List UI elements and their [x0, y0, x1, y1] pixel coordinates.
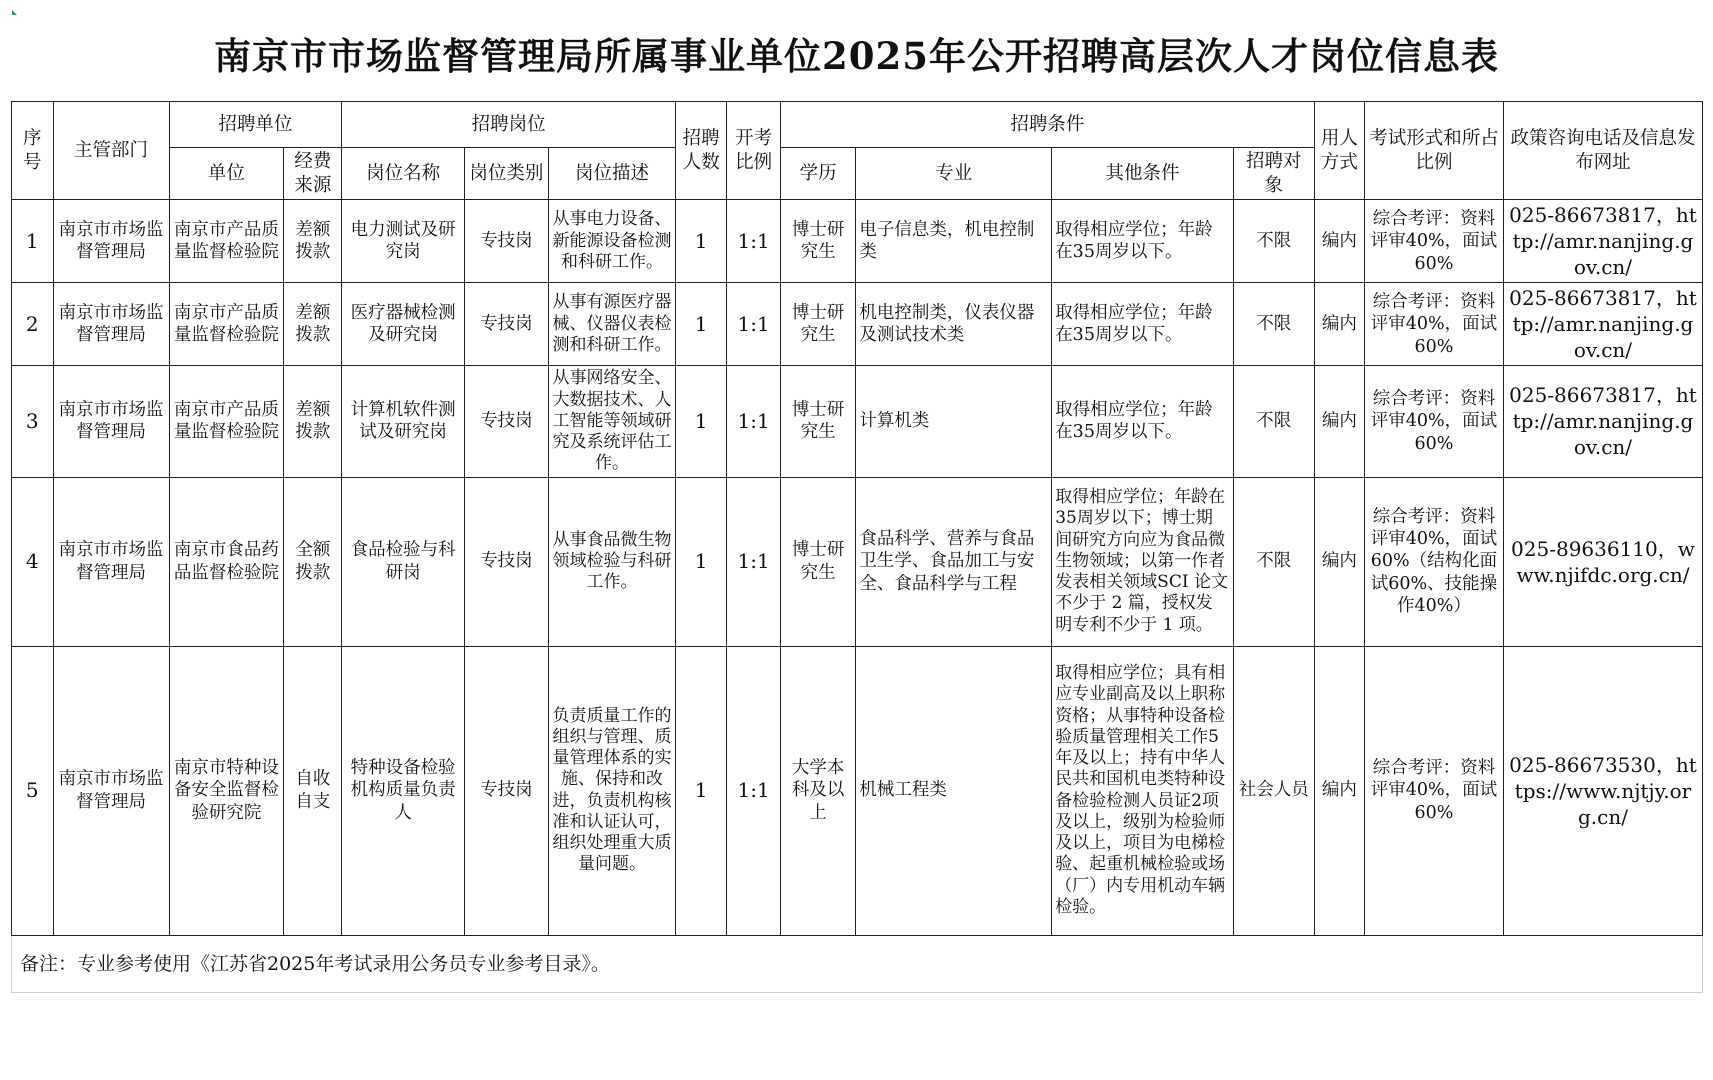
- header-count: 招聘人数: [675, 102, 726, 200]
- header-funding: 经费来源: [284, 148, 342, 200]
- cell-other: 取得相应学位；年龄在35周岁以下。: [1052, 200, 1234, 283]
- cell-hire: 编内: [1314, 283, 1364, 366]
- cell-other: 取得相应学位；年龄在35周岁以下。: [1052, 366, 1234, 477]
- cell-funding: 全额拨款: [284, 477, 342, 646]
- cell-post-desc: 从事有源医疗器械、仪器仪表检测和科研工作。: [549, 283, 676, 366]
- cell-target: 不限: [1233, 366, 1314, 477]
- recruitment-table: [11, 101, 1703, 993]
- cell-ratio: 1:1: [727, 477, 781, 646]
- cell-edu: 大学本科及以上: [780, 646, 855, 935]
- cell-post-name: 电力测试及研究岗: [342, 200, 465, 283]
- cell-ratio: 1:1: [727, 646, 781, 935]
- cell-dept: 南京市市场监督管理局: [53, 646, 169, 935]
- cell-count: 1: [675, 477, 726, 646]
- cell-dept: 南京市市场监督管理局: [53, 366, 169, 477]
- cell-contact: 025-89636110，www.njifdc.org.cn/: [1503, 477, 1702, 646]
- cell-hire: 编内: [1314, 200, 1364, 283]
- cell-dept: 南京市市场监督管理局: [53, 200, 169, 283]
- cell-unit: 南京市特种设备安全监督检验研究院: [169, 646, 284, 935]
- cell-post-type: 专技岗: [464, 646, 548, 935]
- cell-post-type: 专技岗: [464, 200, 548, 283]
- cell-hire: 编内: [1314, 646, 1364, 935]
- table-row: [12, 366, 1703, 477]
- cell-contact: 025-86673530，https://www.njtjy.org.cn/: [1503, 646, 1702, 935]
- cell-edu: 博士研究生: [780, 283, 855, 366]
- header-unit-group: 招聘单位: [169, 102, 342, 148]
- table-note: 备注：专业参考使用《江苏省2025年考试录用公务员专业参考目录》。: [12, 935, 1703, 992]
- cell-ratio: 1:1: [727, 366, 781, 477]
- header-exam: 考试形式和所占比例: [1365, 102, 1504, 200]
- header-target: 招聘对象: [1233, 148, 1314, 200]
- table-row: [12, 477, 1703, 646]
- cell-dept: 南京市市场监督管理局: [53, 477, 169, 646]
- cell-post-type: 专技岗: [464, 477, 548, 646]
- cell-seq: 4: [12, 477, 54, 646]
- cell-count: 1: [675, 646, 726, 935]
- cell-major: 计算机类: [856, 366, 1052, 477]
- cell-post-type: 专技岗: [464, 366, 548, 477]
- header-seq: 序号: [12, 102, 54, 200]
- cell-ratio: 1:1: [727, 283, 781, 366]
- cell-other: 取得相应学位；年龄在35周岁以下；博士期间研究方向应为食品微生物领域；以第一作者发表相关领域SCI 论文不少于 2 篇，授权发明专利不少于 1 项。: [1052, 477, 1234, 646]
- cell-post-name: 特种设备检验机构质量负责人: [342, 646, 465, 935]
- cell-dept: 南京市市场监督管理局: [53, 283, 169, 366]
- cell-edu: 博士研究生: [780, 200, 855, 283]
- cell-major: 机电控制类，仪表仪器及测试技术类: [856, 283, 1052, 366]
- cell-major: 电子信息类，机电控制类: [856, 200, 1052, 283]
- header-cond-group: 招聘条件: [780, 102, 1314, 148]
- cell-unit: 南京市产品质量监督检验院: [169, 283, 284, 366]
- cell-count: 1: [675, 366, 726, 477]
- cell-hire: 编内: [1314, 477, 1364, 646]
- cell-post-name: 计算机软件测试及研究岗: [342, 366, 465, 477]
- cell-contact: 025-86673817，http://amr.nanjing.gov.cn/: [1503, 283, 1702, 366]
- header-hire: 用人方式: [1314, 102, 1364, 200]
- cell-major: 食品科学、营养与食品卫生学、食品加工与安全、食品科学与工程: [856, 477, 1052, 646]
- cell-unit: 南京市食品药品监督检验院: [169, 477, 284, 646]
- header-unit: 单位: [169, 148, 284, 200]
- cell-edu: 博士研究生: [780, 477, 855, 646]
- cell-count: 1: [675, 283, 726, 366]
- cell-exam: 综合考评：资料评审40%，面试60%: [1365, 366, 1504, 477]
- cell-target: 不限: [1233, 283, 1314, 366]
- header-major: 专业: [856, 148, 1052, 200]
- cell-seq: 5: [12, 646, 54, 935]
- cell-major: 机械工程类: [856, 646, 1052, 935]
- header-post-type: 岗位类别: [464, 148, 548, 200]
- cell-edu: 博士研究生: [780, 366, 855, 477]
- cell-post-name: 医疗器械检测及研究岗: [342, 283, 465, 366]
- cell-hire: 编内: [1314, 366, 1364, 477]
- table-row: [12, 646, 1703, 935]
- cell-target: 不限: [1233, 200, 1314, 283]
- corner-marker: [12, 10, 17, 15]
- cell-seq: 2: [12, 283, 54, 366]
- note-row: [12, 935, 1703, 992]
- table-row: [12, 200, 1703, 283]
- header-contact: 政策咨询电话及信息发布网址: [1503, 102, 1702, 200]
- cell-seq: 3: [12, 366, 54, 477]
- cell-post-desc: 负责质量工作的组织与管理、质量管理体系的实施、保持和改进，负责机构核准和认证认可，组织处理重大质量问题。: [549, 646, 676, 935]
- cell-ratio: 1:1: [727, 200, 781, 283]
- cell-target: 社会人员: [1233, 646, 1314, 935]
- cell-unit: 南京市产品质量监督检验院: [169, 200, 284, 283]
- cell-other: 取得相应学位；年龄在35周岁以下。: [1052, 283, 1234, 366]
- header-post-group: 招聘岗位: [342, 102, 676, 148]
- header-post-name: 岗位名称: [342, 148, 465, 200]
- cell-exam: 综合考评：资料评审40%，面试60%: [1365, 283, 1504, 366]
- cell-funding: 差额拨款: [284, 200, 342, 283]
- cell-count: 1: [675, 200, 726, 283]
- cell-contact: 025-86673817，http://amr.nanjing.gov.cn/: [1503, 366, 1702, 477]
- header-dept: 主管部门: [53, 102, 169, 200]
- page-title: 南京市市场监督管理局所属事业单位2025年公开招聘高层次人才岗位信息表: [214, 34, 1499, 78]
- cell-post-name: 食品检验与科研岗: [342, 477, 465, 646]
- cell-other: 取得相应学位；具有相应专业副高及以上职称资格；从事特种设备检验质量管理相关工作5年及以上；持有中华人民共和国机电类特种设备检验检测人员证2项及以上，级别为检验师及以上，项目为电梯检验、起重机械检验或场（厂）内专用机动车辆检验。: [1052, 646, 1234, 935]
- cell-exam: 综合考评：资料评审40%，面试60%: [1365, 646, 1504, 935]
- cell-exam: 综合考评：资料评审40%，面试60%: [1365, 200, 1504, 283]
- cell-funding: 自收自支: [284, 646, 342, 935]
- cell-seq: 1: [12, 200, 54, 283]
- cell-unit: 南京市产品质量监督检验院: [169, 366, 284, 477]
- cell-exam: 综合考评：资料评审40%，面试60%（结构化面试60%、技能操作40%）: [1365, 477, 1504, 646]
- header-post-desc: 岗位描述: [549, 148, 676, 200]
- cell-post-desc: 从事电力设备、新能源设备检测和科研工作。: [549, 200, 676, 283]
- cell-target: 不限: [1233, 477, 1314, 646]
- table-row: [12, 283, 1703, 366]
- header-other: 其他条件: [1052, 148, 1234, 200]
- cell-contact: 025-86673817，http://amr.nanjing.gov.cn/: [1503, 200, 1702, 283]
- cell-funding: 差额拨款: [284, 366, 342, 477]
- cell-post-desc: 从事食品微生物领域检验与科研工作。: [549, 477, 676, 646]
- cell-post-type: 专技岗: [464, 283, 548, 366]
- cell-post-desc: 从事网络安全、大数据技术、人工智能等领域研究及系统评估工作。: [549, 366, 676, 477]
- cell-funding: 差额拨款: [284, 283, 342, 366]
- header-edu: 学历: [780, 148, 855, 200]
- header-ratio: 开考比例: [727, 102, 781, 200]
